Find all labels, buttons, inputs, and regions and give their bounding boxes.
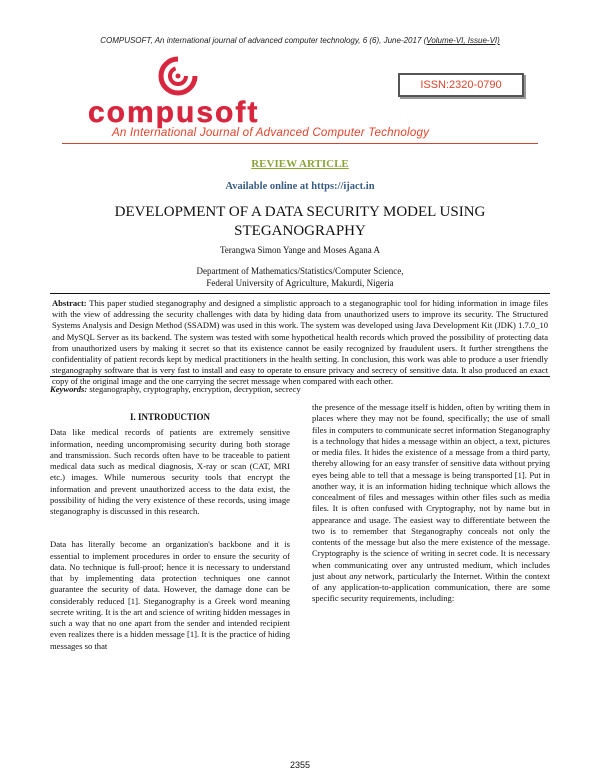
- logo-wordmark: compusoft: [88, 96, 260, 129]
- affiliation-line-2: Federal University of Agriculture, Makurdi, Nigeria: [206, 278, 394, 288]
- right-column: [312, 402, 550, 605]
- journal-name: An International Journal of Advanced Computer Technology: [112, 126, 430, 139]
- intro-paragraph-1: Data like medical records of patients are extremely sensitive information, needing uncompromising security during both storage and transmission. Such records often have to be traceable to patient medical data such as medical diagnosis, X-ray or scan (CAT, MRI etc.) images. While numerous security tools that encrypt the information and prevent unauthorized access to the data exist, the possibility of hiding the very existence of these records, using image steganography is discussed in this research.: [50, 427, 290, 516]
- intro-paragraph-2: Data has literally become an organization's backbone and it is essential to implement procedures in order to ensure the security of data. No technique is full-proof; hence it is necessary to understand that by implementing data protection techniques one cannot guarantee the security of data. However, the damage done can be considerably reduced [1]. Steganography is a Greek word meaning secrete writing. It is the art and science of writing hidden messages in such a way that no one apart from the sender and intended recipient even realizes there is a hidden message [1]. It is the practice of hiding messages so that: [50, 539, 290, 651]
- logo-swirl-icon: [158, 56, 198, 96]
- abstract-label: Abstract:: [52, 298, 87, 308]
- running-head-text: COMPUSOFT, An international journal of advanced computer technology, 6 (6), June-2017: [100, 36, 424, 45]
- left-column: [50, 406, 290, 652]
- intro-paragraph-3-part-b: network, particularly the Internet. Within the context of any application-to-application communication, there are some specific security requirements, including:: [312, 570, 550, 604]
- running-head: [0, 36, 600, 45]
- affiliation: [0, 265, 600, 289]
- abstract-text: This paper studied steganography and designed a simplistic approach to a steganographic tool for hiding information in image files with the view of addressing the security challenges with data by hiding data from unauthorized users to improve its security. The Structured Systems Analysis and Design Method (SSADM) was used in this work. The system was developed using Java Development Kit (JDK) 1.7.0_10 and MySQL Server as its backend. The system was tested with some hypothetical health records which proved the possibility of protecting data from unauthorized users by making it secret so that its existence cannot be easily recognized by fraudulent users. It further strengthens the confidentiality of patient records kept by medical practitioners in the health setting. In conclusion, this work was able to produce a user friendly steganography software that is very fast to install and easy to operate to ensure privacy and secrecy of sensitive data. It also produced an exact copy of the original image and the one carrying the secret message when compared with each other.: [52, 298, 548, 387]
- keywords-text: steganography, cryptography, encryption, decryption, secrecy: [87, 384, 301, 394]
- keywords-label: Keywords:: [50, 384, 88, 394]
- availability-line[interactable]: Available online at https://ijact.in: [225, 181, 375, 192]
- emphasis-any: any: [349, 570, 362, 581]
- intro-paragraph-3: [312, 402, 550, 605]
- authors: Terangwa Simon Yange and Moses Agana A: [219, 245, 381, 255]
- intro-paragraph-3-part-a: the presence of the message itself is hidden, often by writing them in places where they may not be found, specifically; the use of small files in computers to communicate secret information Steganography is a technology that hides a message within an object, a text, pictures or media files. It hides the existence of a message from a third party, thereby allowing for an easy transfer of sensitive data without prying eyes being able to tell that a message is being transported [1]. Put in another way, it is an information hiding technique which allows the concealment of files and messages within other files such as media files. It is often confused with Cryptography, not by name but in appearance and usage. The easiest way to differentiate between the two is to remember that Steganography conceals not only the contents of the message but also the mere existence of the message. Cryptography is the science of writing in secret code. It is necessary when communicating over any untrusted medium, which includes just about: [312, 402, 550, 581]
- keywords: [50, 384, 550, 394]
- article-type: REVIEW ARTICLE: [251, 158, 349, 170]
- affiliation-line-1: Department of Mathematics/Statistics/Computer Science,: [196, 266, 404, 276]
- paper-title: DEVELOPMENT OF A DATA SECURITY MODEL USING STEGANOGRAPHY: [114, 204, 486, 239]
- abstract: [50, 293, 550, 387]
- compusoft-logo: [88, 56, 308, 136]
- page-number: 2355: [289, 760, 311, 770]
- section-heading-introduction: I. INTRODUCTION: [129, 412, 210, 422]
- issn-badge: ISSN:2320-0790: [398, 73, 524, 97]
- masthead-divider: [62, 143, 538, 144]
- volume-issue-link[interactable]: (Volume-VI, Issue-VI): [423, 36, 500, 45]
